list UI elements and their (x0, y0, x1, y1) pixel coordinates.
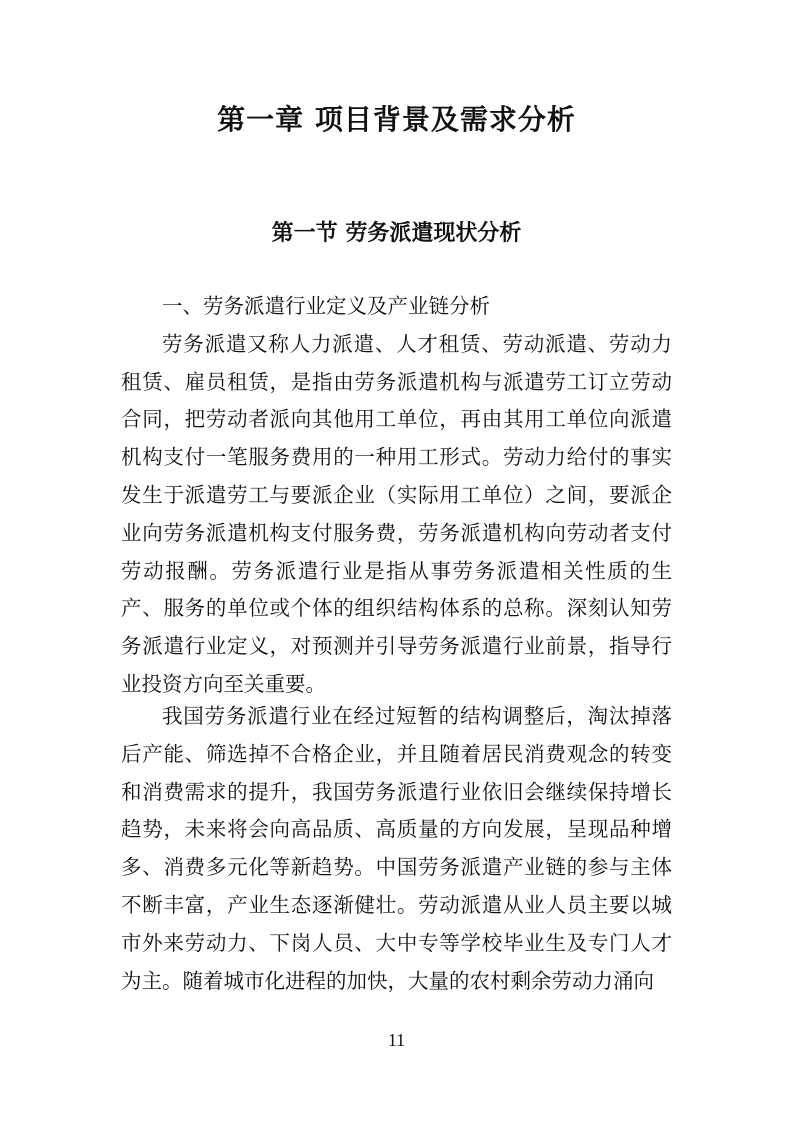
paragraph-line: 不断丰富，产业生态逐渐健壮。劳动派遣从业人员主要以城 (121, 892, 672, 917)
paragraph-2 (121, 698, 672, 1000)
paragraph-line: 趋势，未来将会向高品质、高质量的方向发展，呈现品种增 (121, 817, 672, 842)
paragraph-line: 劳务派遣又称人力派遣、人才租赁、劳动派遣、劳动力 (162, 331, 672, 356)
paragraph-line: 后产能、筛选掉不合格企业，并且随着居民消费观念的转变 (121, 741, 672, 766)
paragraph-line: 为主。随着城市化进程的加快，大量的农村剩余劳动力涌向 (121, 968, 654, 993)
paragraph-line: 业向劳务派遣机构支付服务费，劳务派遣机构向劳动者支付 (121, 520, 672, 545)
paragraph-line: 多、消费多元化等新趋势。中国劳务派遣产业链的参与主体 (121, 855, 672, 880)
page-number: 11 (387, 1030, 406, 1050)
paragraph-line: 和消费需求的提升，我国劳务派遣行业依旧会继续保持增长 (121, 779, 672, 804)
paragraph-1 (121, 326, 672, 704)
paragraph-line: 产、服务的单位或个体的组织结构体系的总称。深刻认知劳 (121, 596, 672, 621)
subheading: 一、劳务派遣行业定义及产业链分析 (162, 294, 490, 318)
body-text-2 (121, 698, 672, 1000)
paragraph-line: 机构支付一笔服务费用的一种用工形式。劳动力给付的事实 (121, 445, 672, 470)
chapter-title: 第一章 项目背景及需求分析 (217, 103, 576, 136)
paragraph-line: 务派遣行业定义，对预测并引导劳务派遣行业前景，指导行 (121, 634, 672, 659)
paragraph-line: 发生于派遣劳工与要派企业（实际用工单位）之间，要派企 (121, 482, 672, 507)
paragraph-line: 合同，把劳动者派向其他用工单位，再由其用工单位向派遣 (121, 407, 672, 432)
paragraph-line: 市外来劳动力、下岗人员、大中专等学校毕业生及专门人才 (121, 930, 672, 955)
paragraph-line: 租赁、雇员租赁，是指由劳务派遣机构与派遣劳工订立劳动 (121, 369, 672, 394)
section-title: 第一节 劳务派遣现状分析 (271, 220, 522, 246)
paragraph-line: 我国劳务派遣行业在经过短暂的结构调整后，淘汰掉落 (162, 704, 672, 728)
paragraph-line: 劳动报酬。劳务派遣行业是指从事劳务派遣相关性质的生 (121, 558, 672, 583)
paragraph-line: 业投资方向至关重要。 (121, 671, 326, 696)
body-text (121, 288, 672, 704)
